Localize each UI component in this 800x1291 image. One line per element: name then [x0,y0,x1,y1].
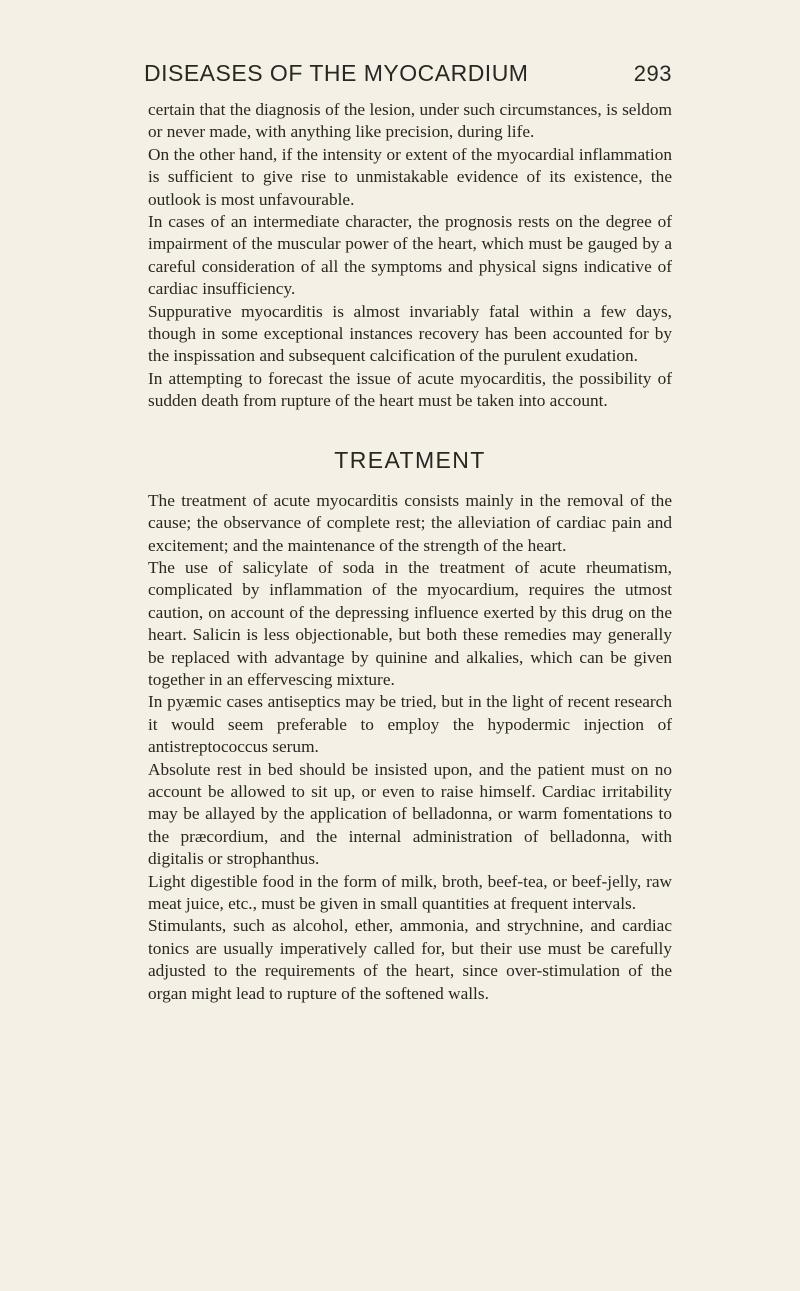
paragraph-salicylate-use: The use of salicylate of soda in the treatment of acute rheumatism, complicated by inflammation of the myocardium, requires the utmost caution, on account of the depressing influence exerted by this drug on the heart. Salicin is less objectionable, but both these remedies may generally be replaced with advantage by quinine and alkalies, which can be given together in an effervescing mixture. [148,557,672,689]
running-head [144,60,672,87]
paragraph-suppurative-myocarditis: Suppurative myocarditis is almost invariably fatal within a few days, though in some exceptional instances recovery has been accounted for by the inspissation and subsequent calcification of the purulent exudation. [148,301,672,366]
paragraph-stimulants: Stimulants, such as alcohol, ether, ammonia, and strychnine, and cardiac tonics are usually imperatively called for, but their use must be carefully adjusted to the requirements of the heart, since over-stimulation of the organ might lead to rupture of the softened walls. [148,916,672,1003]
page-number: 293 [633,61,672,86]
section-heading-treatment: TREATMENT [334,446,486,473]
paragraph-intermediate-cases: In cases of an intermediate character, the prognosis rests on the degree of impairment of the muscular power of the heart, which must be gauged by a careful consideration of all the symptoms and physical signs indicative of cardiac insufficiency. [148,212,672,299]
paragraph-outlook-unfavourable: On the other hand, if the intensity or extent of the myocardial inflammation is sufficient to give rise to unmistakable evidence of its existence, the outlook is most unfavourable. [148,144,672,209]
paragraph-absolute-rest: Absolute rest in bed should be insisted upon, and the patient must on no account be allowed to sit up, or even to raise himself. Cardiac irritability may be allayed by the application of belladonna, or warm fomentations to the præcordium, and the internal administration of belladonna, with digitalis or strophanthus. [148,759,672,869]
paragraph-pyaemic-cases: In pyæmic cases antiseptics may be tried, but in the light of recent research it would seem preferable to employ the hypodermic injection of antistreptococcus serum. [148,692,672,757]
paragraph-continued-diagnosis: certain that the diagnosis of the lesion, under such circumstances, is seldom or never made, with anything like precision, during life. [148,100,672,142]
running-title: DISEASES OF THE MYOCARDIUM [144,60,529,86]
paragraph-forecast-issue: In attempting to forecast the issue of acute myocarditis, the possibility of sudden death from rupture of the heart must be taken into account. [148,368,672,411]
paragraph-treatment-overview: The treatment of acute myocarditis consists mainly in the removal of the cause; the observance of complete rest; the alleviation of cardiac pain and excitement; and the maintenance of the strength of the heart. [148,490,672,555]
paragraph-light-food: Light digestible food in the form of milk, broth, beef-tea, or beef-jelly, raw meat juice, etc., must be given in small quantities at frequent intervals. [148,871,672,913]
